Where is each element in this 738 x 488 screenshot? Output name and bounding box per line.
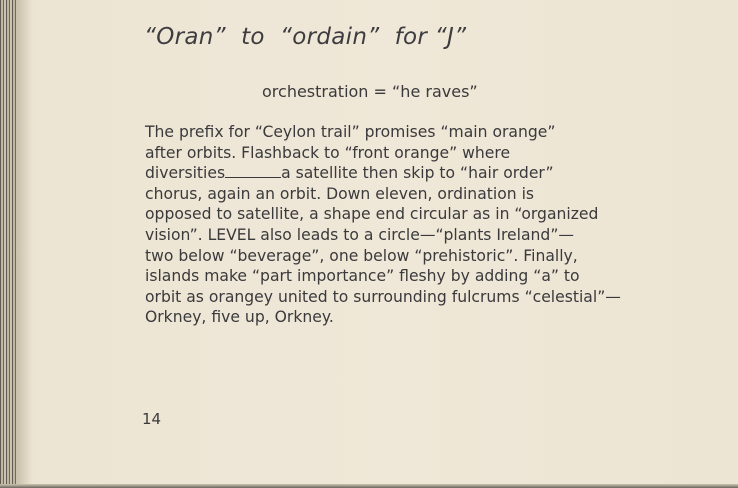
book-spine-edge <box>0 0 18 488</box>
body-line: after orbits. Flashback to “front orange” where <box>145 143 511 162</box>
body-line: vision”. LEVEL also leads to a circle—“plants Ireland”— <box>145 225 574 244</box>
body-paragraph <box>145 122 645 328</box>
page-subtitle: orchestration = “he raves” <box>262 82 478 101</box>
body-line: two below “beverage”, one below “prehistoric”. Finally, <box>145 246 578 265</box>
page-number: 14 <box>142 410 162 428</box>
fill-in-blank <box>225 163 281 178</box>
page-title: “Oran” to “ordain” for “J” <box>144 24 467 50</box>
body-line: opposed to satellite, a shape end circular as in “organized <box>145 205 599 224</box>
body-line-with-blank <box>145 163 645 184</box>
body-line: Orkney, five up, Orkney. <box>145 308 334 327</box>
spine-shadow <box>18 0 32 488</box>
body-line: orbit as orangey united to surrounding fulcrums “celestial”— <box>145 287 621 306</box>
body-line-end: a satellite then skip to “hair order” <box>281 164 554 183</box>
body-line-start: diversities <box>145 164 226 183</box>
body-line: chorus, again an orbit. Down eleven, ordination is <box>145 184 535 203</box>
page-bottom-edge <box>0 484 738 488</box>
body-line: islands make “part importance” fleshy by adding “a” to <box>145 267 580 286</box>
body-line: The prefix for “Ceylon trail” promises “main orange” <box>145 123 556 141</box>
